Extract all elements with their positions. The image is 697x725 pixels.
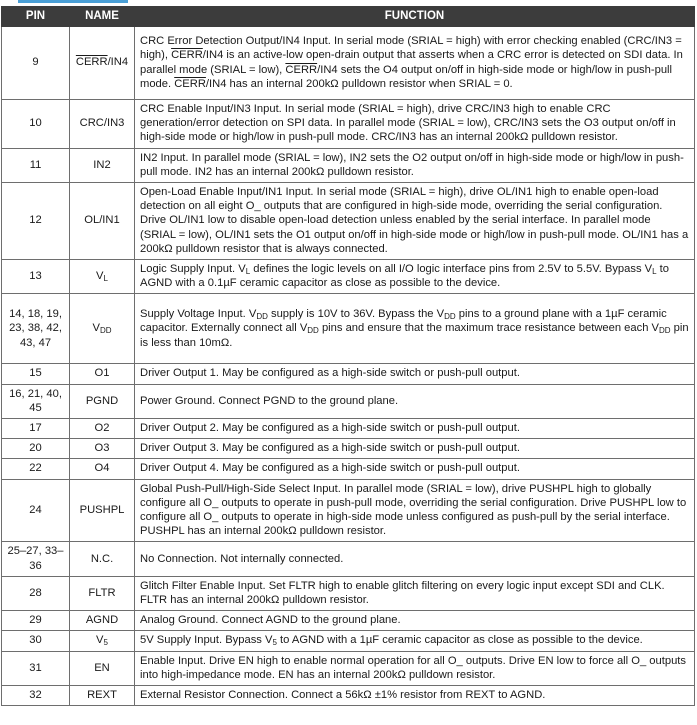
pin-name: AGND: [85, 614, 119, 627]
pin-number-cell: [2, 384, 70, 418]
table-row: [2, 686, 695, 706]
pin-number: 17: [29, 422, 42, 435]
function-text: Enable Input. Drive EN high to enable normal operation for all O_ outputs. Drive EN low to force all O_ outputs into high-impedance mode. EN has an internal 200kΩ pulldown resistor.: [140, 654, 686, 681]
function-subscript: DD: [444, 312, 456, 322]
function-text: No Connection. Not internally connected.: [140, 552, 344, 565]
function-text: supply is 10V to 36V. Bypass the V: [267, 308, 445, 321]
function-text: Driver Output 3. May be configured as a high-side switch or push-pull output.: [140, 442, 520, 455]
function-subscript: 5: [272, 638, 277, 648]
pin-function-cell: [135, 419, 695, 439]
pin-name: O2: [94, 422, 110, 435]
function-overbar-text: CERR: [285, 63, 318, 76]
pin-name-cell: [70, 183, 135, 260]
pin-number: 29: [29, 614, 42, 627]
pin-function-cell: [135, 364, 695, 384]
pin-name: PGND: [85, 394, 119, 407]
pin-function-cell: [135, 686, 695, 706]
pin-number: 11: [29, 158, 42, 171]
pin-name-cell: [70, 631, 135, 651]
function-text: Driver Output 1. May be configured as a high-side switch or push-pull output.: [140, 367, 520, 380]
pin-number: 15: [29, 367, 42, 380]
pin-name-suffix: /IN4: [107, 56, 129, 69]
header-name: NAME: [70, 7, 135, 27]
table-row: [2, 100, 695, 149]
pin-name: V: [96, 634, 104, 647]
pin-name: O3: [94, 442, 110, 455]
table-row: [2, 260, 695, 294]
pin-number-cell: [2, 148, 70, 182]
table-row: [2, 479, 695, 542]
function-subscript: DD: [659, 326, 671, 336]
pin-name-cell: [70, 27, 135, 100]
pin-function-cell: [135, 148, 695, 182]
function-text: External Resistor Connection. Connect a 56kΩ ±1% resistor from REXT to AGND.: [140, 689, 546, 702]
pin-name-cell: [70, 439, 135, 459]
pin-number: 14, 18, 19, 23, 38, 42, 43, 47: [9, 308, 62, 349]
pin-number: 22: [29, 462, 42, 475]
pin-number-cell: [2, 542, 70, 576]
function-text: CRC Enable Input/IN3 Input. In serial mode (SRIAL = high), drive CRC/IN3 high to enable CRC generation/error detection on SPI data. In parallel mode (SRIAL = low), CRC/IN3 sets the O3 output on/off in high-side mode or high/low in push-pull mode. CRC/IN3 has an internal 200kΩ pulldown resistor.: [140, 103, 676, 144]
pin-function-cell: [135, 631, 695, 651]
pin-name: V: [96, 270, 104, 283]
function-text: Analog Ground. Connect AGND to the ground plane.: [140, 614, 401, 627]
pin-number-cell: [2, 419, 70, 439]
pin-function-cell: [135, 576, 695, 610]
pin-name-subscript: DD: [99, 326, 112, 336]
table-row: [2, 439, 695, 459]
pin-name-cell: [70, 148, 135, 182]
table-row: [2, 576, 695, 610]
function-subscript: DD: [307, 326, 319, 336]
function-text: Supply Voltage Input. V: [140, 308, 257, 321]
table-header-row: [2, 7, 695, 27]
pin-name-cell: [70, 479, 135, 542]
pin-number: 28: [29, 586, 42, 599]
pin-name: OL/IN1: [84, 214, 120, 227]
pin-function-cell: [135, 100, 695, 149]
pin-function-cell: [135, 183, 695, 260]
pin-name-cell: [70, 260, 135, 294]
function-text: Glitch Filter Enable Input. Set FLTR high to enable glitch filtering on every logic input except SDI and CLK. FLTR has an internal 200kΩ pulldown resistor.: [140, 579, 665, 607]
pin-number: 9: [32, 56, 39, 69]
pin-function-cell: [135, 439, 695, 459]
pin-name: REXT: [87, 689, 117, 702]
pin-number-cell: [2, 651, 70, 685]
pin-number: 25–27, 33–36: [7, 545, 64, 572]
table-row: [2, 651, 695, 685]
pin-number: 32: [29, 689, 42, 702]
pin-name-cell: [70, 294, 135, 364]
pin-name-overbar: CERR: [75, 56, 108, 69]
function-text: 5V Supply Input. Bypass V: [140, 634, 273, 647]
pin-number-cell: [2, 260, 70, 294]
pin-name-cell: [70, 686, 135, 706]
pin-function-cell: [135, 260, 695, 294]
table-row: [2, 631, 695, 651]
function-text: pins and ensure that the maximum trace resistance between each V: [318, 322, 660, 335]
table-row: [2, 364, 695, 384]
pin-name: IN2: [93, 158, 111, 171]
pin-function-cell: [135, 611, 695, 631]
pin-name: FLTR: [88, 586, 116, 599]
function-subscript: L: [245, 267, 251, 277]
pin-number-cell: [2, 479, 70, 542]
pin-name: N.C.: [90, 552, 114, 565]
header-function: FUNCTION: [135, 7, 695, 27]
pin-name-cell: [70, 611, 135, 631]
function-text: defines the logic levels on all I/O logic interface pins from 2.5V to 5.5V. Bypass V: [250, 263, 653, 276]
pin-number: 30: [29, 634, 42, 647]
function-overbar-text: CERR: [171, 49, 203, 62]
section-heading-fragment: [18, 0, 128, 3]
table-row: [2, 542, 695, 576]
pin-function-cell: [135, 542, 695, 576]
pin-number: 20: [29, 442, 42, 455]
table-row: [2, 183, 695, 260]
pin-number-cell: [2, 27, 70, 100]
pin-name: CRC/IN3: [79, 117, 125, 130]
pin-name-cell: [70, 459, 135, 479]
pin-function-cell: [135, 459, 695, 479]
pin-function-cell: [135, 384, 695, 418]
pin-number-cell: [2, 631, 70, 651]
pin-number-cell: [2, 100, 70, 149]
function-overbar-text: CERR: [174, 77, 206, 90]
pin-number-cell: [2, 294, 70, 364]
pin-name-cell: [70, 542, 135, 576]
pin-number-cell: [2, 183, 70, 260]
function-text: CRC Error Detection Output/IN4 Input. In serial mode (SRIAL = high) with error checking enabled (CRC/IN3 = high),: [140, 35, 682, 62]
function-text: /IN4 is an active-low open-drain output that asserts when a CRC error is detected on SDI data. In parallel mode (SRIAL = low),: [140, 49, 683, 76]
table-row: [2, 611, 695, 631]
function-text: to AGND with a 1µF ceramic capacitor as close as possible to the device.: [276, 634, 643, 647]
pin-name: O1: [94, 367, 110, 380]
function-subscript: DD: [256, 312, 268, 322]
pin-name-cell: [70, 576, 135, 610]
pin-name: PUSHPL: [79, 503, 125, 516]
table-body: [2, 27, 695, 706]
pin-number: 10: [29, 117, 42, 130]
pin-name-cell: [70, 100, 135, 149]
pin-name-cell: [70, 651, 135, 685]
pin-number-cell: [2, 364, 70, 384]
pin-number: 31: [29, 661, 42, 674]
function-text: Driver Output 4. May be configured as a high-side switch or push-pull output.: [140, 462, 520, 475]
pin-name-cell: [70, 364, 135, 384]
table-row: [2, 384, 695, 418]
pin-number-cell: [2, 576, 70, 610]
pin-description-table: [1, 6, 695, 706]
function-text: Global Push-Pull/High-Side Select Input. In parallel mode (SRIAL = low), drive PUSHPL high to globally configure all O_ outputs to operate in push-pull mode, overriding the serial configuration. Drive PUSHPL low to configure all O_ outputs to operate in high-side mode unless configured as push-pull by the serial interface. PUSHPL has an internal 200kΩ pulldown resistor.: [140, 482, 687, 538]
function-text: Logic Supply Input. V: [140, 263, 246, 276]
function-text: to AGND with a 0.1µF ceramic capacitor as close as possible to the device.: [140, 263, 670, 290]
pin-number-cell: [2, 611, 70, 631]
function-text: /IN4 sets the O4 output on/off in high-side mode or high/low in push-pull mode.: [140, 63, 673, 90]
pin-number: 12: [29, 214, 42, 227]
pin-number: 13: [29, 270, 42, 283]
pin-number-cell: [2, 439, 70, 459]
table-row: [2, 294, 695, 364]
function-text: pin is less than 10mΩ.: [140, 322, 689, 349]
pin-name: EN: [94, 661, 110, 674]
function-text: pins to a ground plane with a 1µF ceramic capacitor. Externally connect all V: [140, 308, 667, 335]
pin-name-subscript: L: [103, 274, 108, 284]
table-row: [2, 27, 695, 100]
function-text: Power Ground. Connect PGND to the ground plane.: [140, 394, 399, 407]
pin-number: 24: [29, 503, 42, 516]
function-text: /IN4 has an internal 200kΩ pulldown resistor when SRIAL = 0.: [205, 77, 513, 90]
pin-name-cell: [70, 384, 135, 418]
function-text: IN2 Input. In parallel mode (SRIAL = low), IN2 sets the O2 output on/off in high-side mode or high/low in push-pull mode. IN2 has an internal 200kΩ pulldown resistor.: [140, 151, 684, 178]
table-row: [2, 459, 695, 479]
pin-number: 16, 21, 40, 45: [9, 387, 62, 414]
pin-function-cell: [135, 479, 695, 542]
function-text: Open-Load Enable Input/IN1 Input. In serial mode (SRIAL = high), drive OL/IN1 high to enable open-load detection on all eight O_ outputs that are configured in high-side mode, overriding the serial configuration. Drive OL/IN1 low to disable open-load detection unless enabled by the serial interface. In parallel mode (SRIAL = low), OL/IN1 sets the O1 output on/off in high-side mode or high/low in push-pull mode. OL/IN1 has a 200kΩ pulldown resistor that is always connected.: [140, 186, 689, 255]
function-subscript: L: [652, 267, 657, 277]
pin-function-cell: [135, 294, 695, 364]
pin-number-cell: [2, 459, 70, 479]
function-text: Driver Output 2. May be configured as a high-side switch or push-pull output.: [140, 422, 520, 435]
pin-name-cell: [70, 419, 135, 439]
pin-number-cell: [2, 686, 70, 706]
pin-name: V: [92, 322, 100, 335]
pin-name: O4: [94, 462, 110, 475]
top-accent-strip: [0, 0, 697, 4]
header-pin: PIN: [2, 7, 70, 27]
pin-name-subscript: 5: [103, 638, 108, 648]
table-row: [2, 419, 695, 439]
pin-function-cell: [135, 27, 695, 100]
table-row: [2, 148, 695, 182]
pin-function-cell: [135, 651, 695, 685]
